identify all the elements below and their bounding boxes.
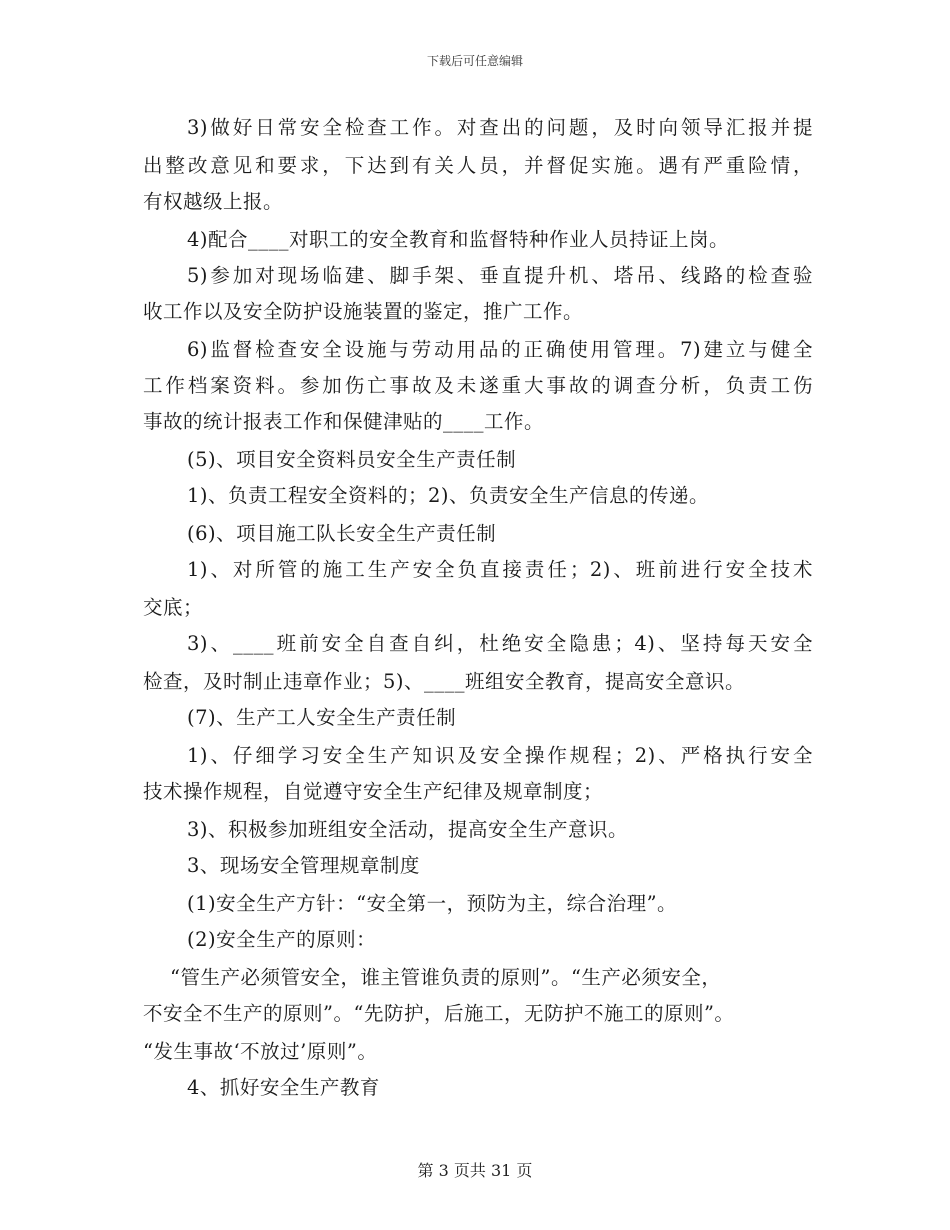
paragraph-line: 不安全不生产的原则”。“先防护，后施工，无防护不施工的原则”。 — [143, 1002, 735, 1025]
section-heading: 4、抓好安全生产教育 — [187, 1076, 380, 1099]
paragraph-line: 6)监督检查安全设施与劳动用品的正确使用管理。7)建立与健全 — [187, 338, 813, 361]
section-heading: (7)、生产工人安全生产责任制 — [187, 706, 457, 729]
paragraph-line: 工作档案资料。参加伤亡事故及未遂重大事故的调查分析，负责工伤 — [143, 374, 813, 397]
paragraph-line: 1)、负责工程安全资料的；2)、负责安全生产信息的传递。 — [187, 484, 710, 507]
section-heading: (6)、项目施工队长安全生产责任制 — [187, 522, 497, 545]
paragraph-line: (1)安全生产方针：“安全第一，预防为主，综合治理”。 — [187, 892, 678, 915]
paragraph-line: 检查，及时制止违章作业；5)、____班组安全教育，提高安全意识。 — [143, 670, 746, 693]
paragraph-line: 收工作以及安全防护设施装置的鉴定，推广工作。 — [143, 300, 584, 323]
paragraph-line: (2)安全生产的原则： — [187, 928, 377, 951]
paragraph-line: 3)、____班前安全自查自纠，杜绝安全隐患；4)、坚持每天安全 — [187, 632, 813, 655]
paragraph-line: “管生产必须管安全，谁主管谁负责的原则”。“生产必须安全， — [170, 966, 722, 989]
paragraph-line: 有权越级上报。 — [143, 190, 284, 213]
section-heading: 3、现场安全管理规章制度 — [187, 854, 420, 877]
paragraph-line: 1)、对所管的施工生产安全负直接责任；2)、班前进行安全技术 — [187, 558, 813, 581]
paragraph-line: 4)配合____对职工的安全教育和监督特种作业人员持证上岗。 — [187, 228, 730, 251]
page-header: 下载后可任意编辑 — [426, 54, 523, 68]
page-footer: 第 3 页共 31 页 — [417, 1161, 533, 1180]
paragraph-line: 3)做好日常安全检查工作。对查出的问题，及时向领导汇报并提 — [187, 116, 813, 139]
section-heading: (5)、项目安全资料员安全生产责任制 — [187, 448, 517, 471]
paragraph-line: 技术操作规程，自觉遵守安全生产纪律及规章制度； — [143, 780, 604, 803]
paragraph-line: 5)参加对现场临建、脚手架、垂直提升机、塔吊、线路的检查验 — [187, 264, 813, 287]
paragraph-line: 出整改意见和要求，下达到有关人员，并督促实施。遇有严重险情， — [143, 154, 813, 177]
paragraph-line: 交底； — [143, 596, 204, 619]
paragraph-line: 3)、积极参加班组安全活动，提高安全生产意识。 — [187, 818, 629, 841]
paragraph-line: 1)、仔细学习安全生产知识及安全操作规程；2)、严格执行安全 — [187, 744, 813, 767]
paragraph-line: “发生事故‘不放过’原则”。 — [143, 1040, 378, 1063]
paragraph-line: 事故的统计报表工作和保健津贴的____工作。 — [143, 410, 545, 433]
